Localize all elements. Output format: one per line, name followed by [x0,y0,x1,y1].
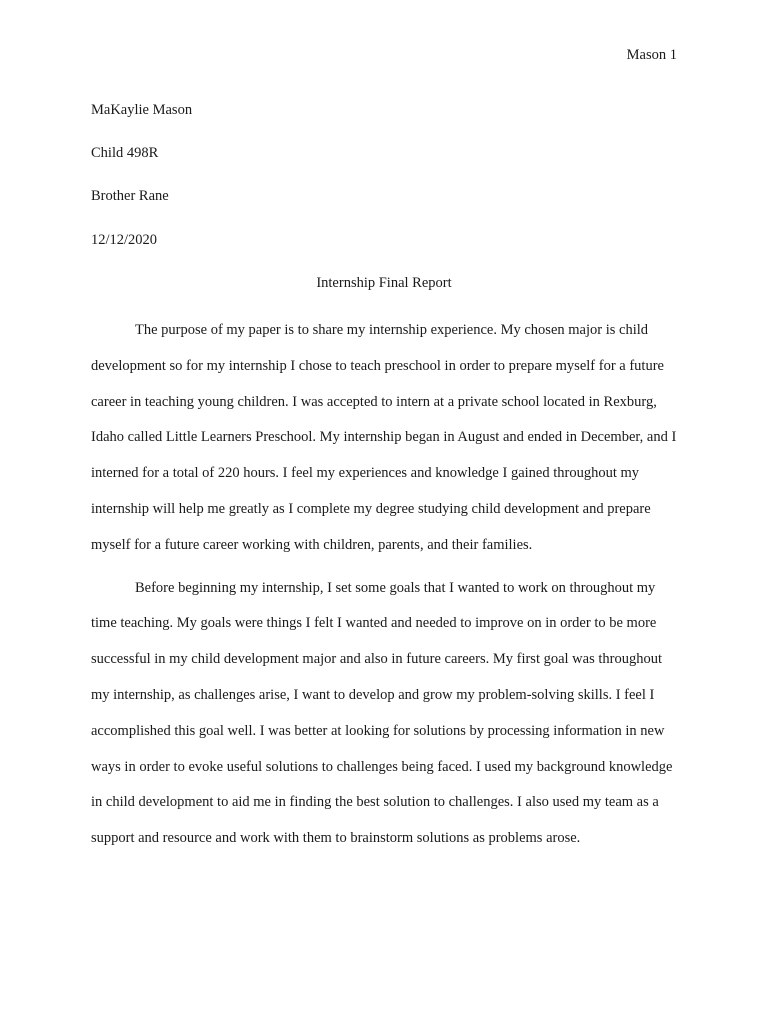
student-name: MaKaylie Mason [91,102,193,118]
running-head: Mason 1 [626,47,677,63]
body-paragraph: The purpose of my paper is to share my internship experience. My chosen major is child development so for my internship I chose to teach preschool in order to prepare myself for a future career in teaching young children. I was accepted to intern at a private school located in Rexburg, Idaho called Little Learners Preschool. My internship began in August and ended in December, and I interned for a total of 220 hours. I feel my experiences and knowledge I gained throughout my internship will help me greatly as I complete my degree studying child development and prepare myself for a future career working with children, parents, and their families. [91,322,677,553]
instructor-name: Brother Rane [91,188,169,205]
course-name: Child 498R [91,145,159,162]
student-heading [91,100,192,273]
document-date: 12/12/2020 [91,231,158,248]
document-title: Internship Final Report [316,275,452,291]
body-paragraph: Before beginning my internship, I set some goals that I wanted to work on throughout my time teaching. My goals were things I felt I wanted and needed to improve on in order to be more successful in my child development major and also in future careers. My first goal was throughout my internship, as challenges arise, I want to develop and grow my problem-solving skills. I feel I accomplished this goal well. I was better at looking for solutions by processing information in new ways in order to evoke useful solutions to challenges being faced. I used my background knowledge in child development to aid me in finding the best solution to challenges. I also used my team as a support and resource and work with them to brainstorm solutions as problems arose. [91,579,673,847]
document-body [91,313,677,857]
